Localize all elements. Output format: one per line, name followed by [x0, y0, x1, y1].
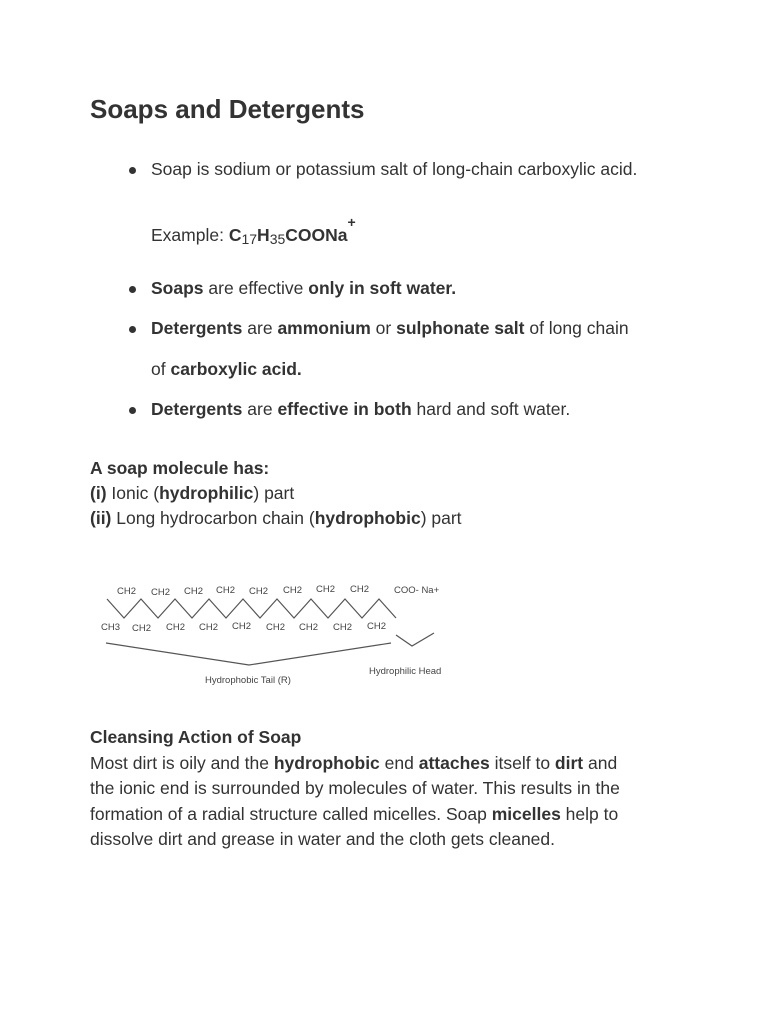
bullet-detergents-effective: Detergents are effective in both hard and soft water.	[151, 399, 571, 419]
top-label: CH2	[316, 584, 336, 595]
hydrophilic-head-line	[396, 633, 434, 646]
bullet-soaps-soft-water: Soaps are effective only in soft water.	[151, 278, 457, 298]
molecule-heading: A soap molecule has:	[90, 458, 270, 478]
bottom-label: CH2	[132, 623, 152, 634]
tail-caption: Hydrophobic Tail (R)	[205, 675, 291, 686]
bullet-detergents-continuation: of carboxylic acid.	[151, 359, 302, 379]
molecule-part-ionic: (i) Ionic (hydrophilic) part	[90, 483, 295, 503]
cleansing-line-3: formation of a radial structure called micelles. Soap micelles help to	[90, 803, 619, 824]
cleansing-section	[90, 725, 690, 853]
soap-formula: $C_{17}H_{35}COONa^+$	[228, 214, 356, 247]
bottom-label: CH2	[232, 621, 252, 632]
top-label: CH2	[249, 586, 269, 597]
example-label: Example:	[151, 225, 224, 245]
hydrocarbon-chain-zigzag	[107, 599, 396, 618]
example-formula-line	[151, 214, 356, 247]
top-label: CH2	[216, 585, 236, 596]
bottom-label: CH2	[367, 621, 387, 632]
bottom-label: CH2	[199, 622, 219, 633]
top-label: CH2	[184, 586, 204, 597]
head-label: COO- Na+	[394, 585, 440, 596]
hydrophobic-tail-bracket	[106, 643, 391, 665]
bottom-label: CH2	[333, 622, 353, 633]
bottom-label: CH2	[266, 622, 286, 633]
head-caption: Hydrophilic Head	[369, 666, 442, 677]
molecule-part-chain: (ii) Long hydrocarbon chain (hydrophobic) part	[90, 508, 462, 528]
bullet-soap-definition	[151, 157, 637, 181]
top-label: CH2	[117, 586, 137, 597]
bottom-labels	[101, 621, 386, 634]
top-labels	[117, 584, 440, 598]
bottom-label: CH2	[166, 622, 186, 633]
cleansing-heading: Cleansing Action of Soap	[90, 727, 302, 747]
bottom-label: CH3	[101, 622, 121, 633]
bullet-text: Soap is sodium or potassium salt of long-chain carboxylic acid.	[151, 159, 638, 179]
top-label: CH2	[350, 584, 370, 595]
soap-molecule-diagram	[96, 575, 456, 695]
cleansing-line-1: Most dirt is oily and the hydrophobic end attaches itself to dirt and	[90, 752, 618, 773]
bottom-label: CH2	[299, 622, 319, 633]
cleansing-line-2: the ionic end is surrounded by molecules of water. This results in the	[90, 778, 620, 798]
page-title: Soaps and Detergents	[90, 94, 365, 124]
top-label: CH2	[283, 585, 303, 596]
bullet-detergents-definition: Detergents are ammonium or sulphonate salt of long chain	[151, 318, 629, 338]
top-label: CH2	[151, 587, 171, 598]
cleansing-line-4: dissolve dirt and grease in water and the cloth gets cleaned.	[90, 829, 556, 849]
